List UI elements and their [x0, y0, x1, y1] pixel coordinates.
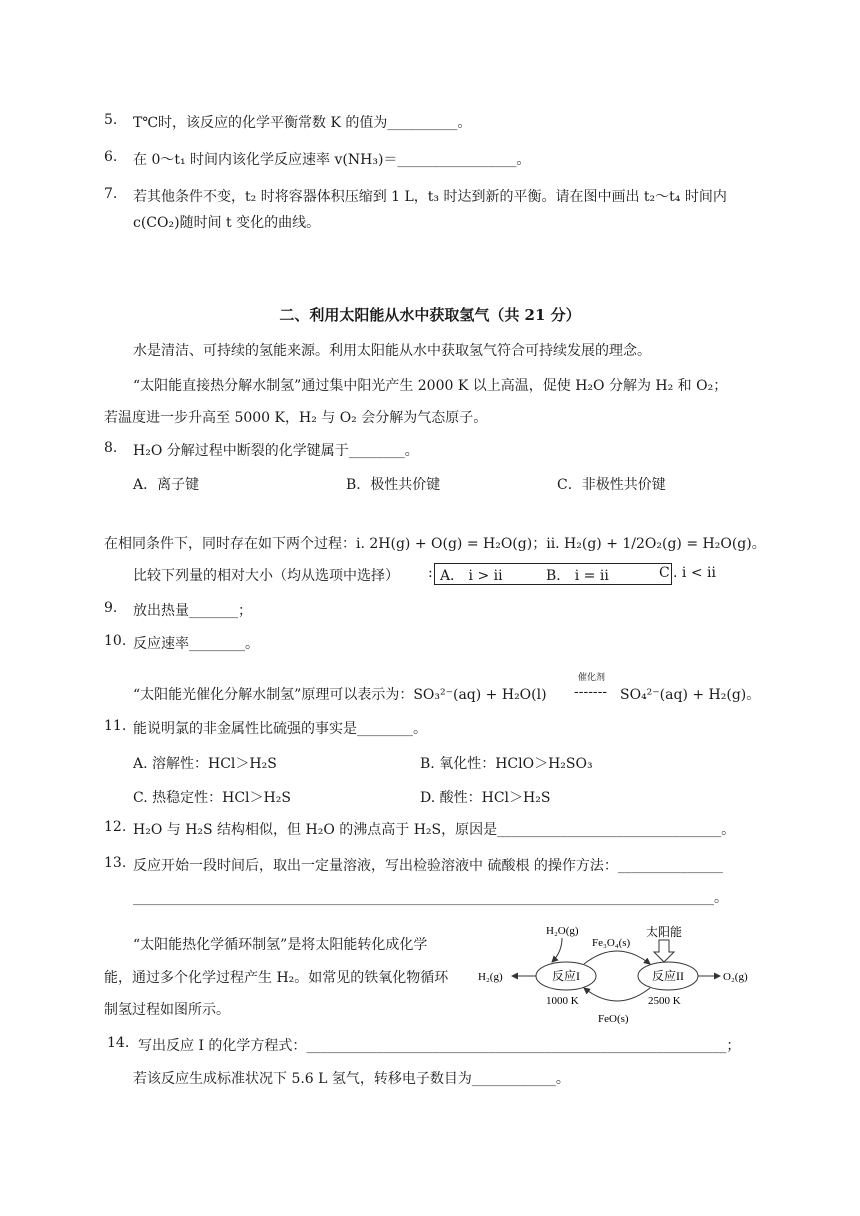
q7-text-line2: c(CO₂)随时间 t 变化的曲线。 — [133, 215, 321, 231]
q9-text: 放出热量_______； — [133, 603, 252, 619]
reaction-2-temperature: 2500 K — [648, 995, 681, 1007]
q14-text-line2: 若该反应生成标准状况下 5.6 L 氢气，转移电子数目为____________。 — [133, 1071, 570, 1087]
cycle-text-line-3: 制氢过程如图所示。 — [104, 1002, 230, 1018]
q11-number: 11. — [104, 718, 127, 734]
solar-energy-label: 太阳能 — [646, 925, 683, 939]
compare-option-c-letter: C — [659, 565, 670, 581]
q11-option-c: C. 热稳定性：HCl＞H₂S — [133, 790, 291, 806]
fe3o4-flow-arrow — [584, 951, 650, 964]
o2-output-label: O₂(g) — [723, 971, 748, 983]
intro-paragraph-2a: “太阳能直接热分解水制氢”通过集中阳光产生 2000 K 以上高温，促使 H₂O 分解为 H₂ 和 O₂； — [133, 378, 728, 394]
q8-option-b: B．极性共价键 — [346, 477, 441, 493]
q12-text: H₂O 与 H₂S 结构相似，但 H₂O 的沸点高于 H₂S，原因是________________________________。 — [133, 822, 736, 838]
iron-oxide-cycle-diagram — [476, 918, 766, 1028]
compare-option-b: B． ⅰ = ⅱ — [546, 568, 609, 584]
feo-label: FeO(s) — [598, 1013, 629, 1025]
q11-option-d: D. 酸性：HCl＞H₂S — [420, 790, 551, 806]
compare-colon: : — [428, 565, 433, 581]
q14-text: 写出反应 I 的化学方程式：____________________________________________________________； — [138, 1038, 741, 1054]
q6-text: 在 0～t₁ 时间内该化学反应速率 v(NH₃)＝_________________。 — [133, 152, 531, 168]
q12-number: 12. — [104, 819, 127, 835]
q8-number: 8. — [104, 440, 118, 456]
process-statement: 在相同条件下，同时存在如下两个过程：ⅰ. 2H(g) + O(g) = H₂O(g)；ⅱ. H₂(g) + 1/2O₂(g) = H₂O(g)。 — [104, 536, 766, 552]
q8-text: H₂O 分解过程中断裂的化学键属于________。 — [133, 443, 419, 459]
q9-number: 9. — [104, 600, 118, 616]
q11-text: 能说明氯的非金属性比硫强的事实是________。 — [133, 721, 427, 737]
feo-flow-arrow — [584, 988, 650, 1001]
reaction-2-label: 反应II — [652, 969, 684, 983]
q10-text: 反应速率________。 — [133, 636, 259, 652]
h2o-input-label: H₂O(g) — [546, 925, 579, 937]
h2-output-label: H₂(g) — [478, 971, 503, 983]
intro-paragraph-1: 水是清洁、可持续的氢能来源。利用太阳能从水中获取氢气符合可持续发展的理念。 — [133, 343, 651, 359]
cycle-text-line-1: “太阳能热化学循环制氢”是将太阳能转化成化学 — [133, 937, 428, 953]
q7-text-line1: 若其他条件不变，t₂ 时将容器体积压缩到 1 L，t₃ 时达到新的平衡。请在图中画出 t₂～t₄ 时间内 — [133, 189, 727, 205]
section-title: 二、利用太阳能从水中获取氢气（共 21 分） — [279, 306, 581, 324]
q14-number: 14. — [107, 1035, 130, 1051]
q13-answer-line: ___________________________________________________________________________________。 — [133, 890, 728, 906]
reaction-arrow: ------- — [574, 684, 608, 700]
photocatalysis-equation-left: “太阳能光催化分解水制氢”原理可以表示为：SO₃²⁻(aq) + H₂O(l) — [133, 687, 547, 703]
q5-number: 5. — [104, 112, 118, 128]
q10-number: 10. — [104, 633, 127, 649]
photocatalysis-equation-right: SO₄²⁻(aq) + H₂(g)。 — [620, 687, 761, 703]
q8-option-c: C．非极性共价键 — [557, 477, 666, 493]
catalyst-label: 催化剂 — [578, 673, 606, 683]
q11-option-b: B. 氧化性：HClO＞H₂SO₃ — [420, 756, 593, 772]
h2o-input-arrow — [552, 938, 562, 962]
reaction-1-temperature: 1000 K — [546, 995, 579, 1007]
q13-text: 反应开始一段时间后，取出一定量溶液，写出检验溶液中 硫酸根 的操作方法：_______________ — [133, 858, 723, 874]
q13-number: 13. — [104, 855, 127, 871]
cycle-text-line-2: 能，通过多个化学过程产生 H₂。如常见的铁氧化物循环 — [104, 970, 449, 986]
q7-number: 7. — [104, 186, 118, 202]
fe3o4-label: Fe₃O₄(s) — [592, 937, 631, 949]
compare-prompt: 比较下列量的相对大小（均从选项中选择） — [133, 568, 399, 584]
solar-input-arrow-icon — [654, 940, 674, 962]
compare-option-c: . ⅰ < ⅱ — [673, 565, 716, 581]
reaction-1-label: 反应I — [552, 969, 580, 983]
q8-option-a: A．离子键 — [133, 477, 200, 493]
q5-text: T℃时，该反应的化学平衡常数 K 的值为__________。 — [133, 115, 472, 131]
q6-number: 6. — [104, 149, 118, 165]
intro-paragraph-2b: 若温度进一步升高至 5000 K，H₂ 与 O₂ 会分解为气态原子。 — [104, 410, 488, 426]
q11-option-a: A. 溶解性：HCl＞H₂S — [133, 756, 277, 772]
compare-option-a: A． ⅰ > ⅱ — [440, 568, 503, 584]
